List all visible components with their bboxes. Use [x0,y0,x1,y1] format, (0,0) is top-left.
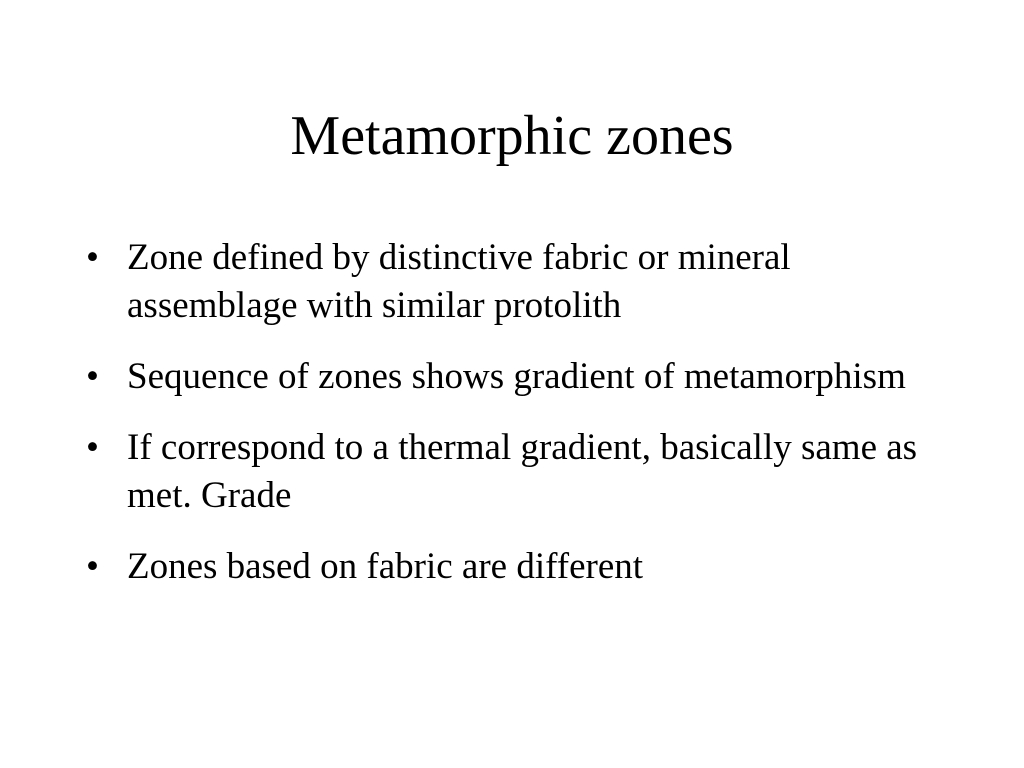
bullet-item [86,353,966,401]
bullet-icon: • [86,427,99,468]
bullet-list [86,234,966,614]
bullet-text: If correspond to a thermal gradient, basically same as met. Grade [127,427,918,516]
bullet-item [86,234,966,330]
bullet-icon: • [86,237,99,278]
bullet-icon: • [86,546,99,587]
bullet-item [86,543,966,591]
bullet-item [86,424,966,520]
bullet-icon: • [86,356,99,397]
bullet-text: Sequence of zones shows gradient of metamorphism [127,356,906,397]
bullet-text: Zones based on fabric are different [127,546,644,587]
slide-title: Metamorphic zones [290,105,734,167]
bullet-text: Zone defined by distinctive fabric or mineral assemblage with similar protolith [127,237,791,326]
